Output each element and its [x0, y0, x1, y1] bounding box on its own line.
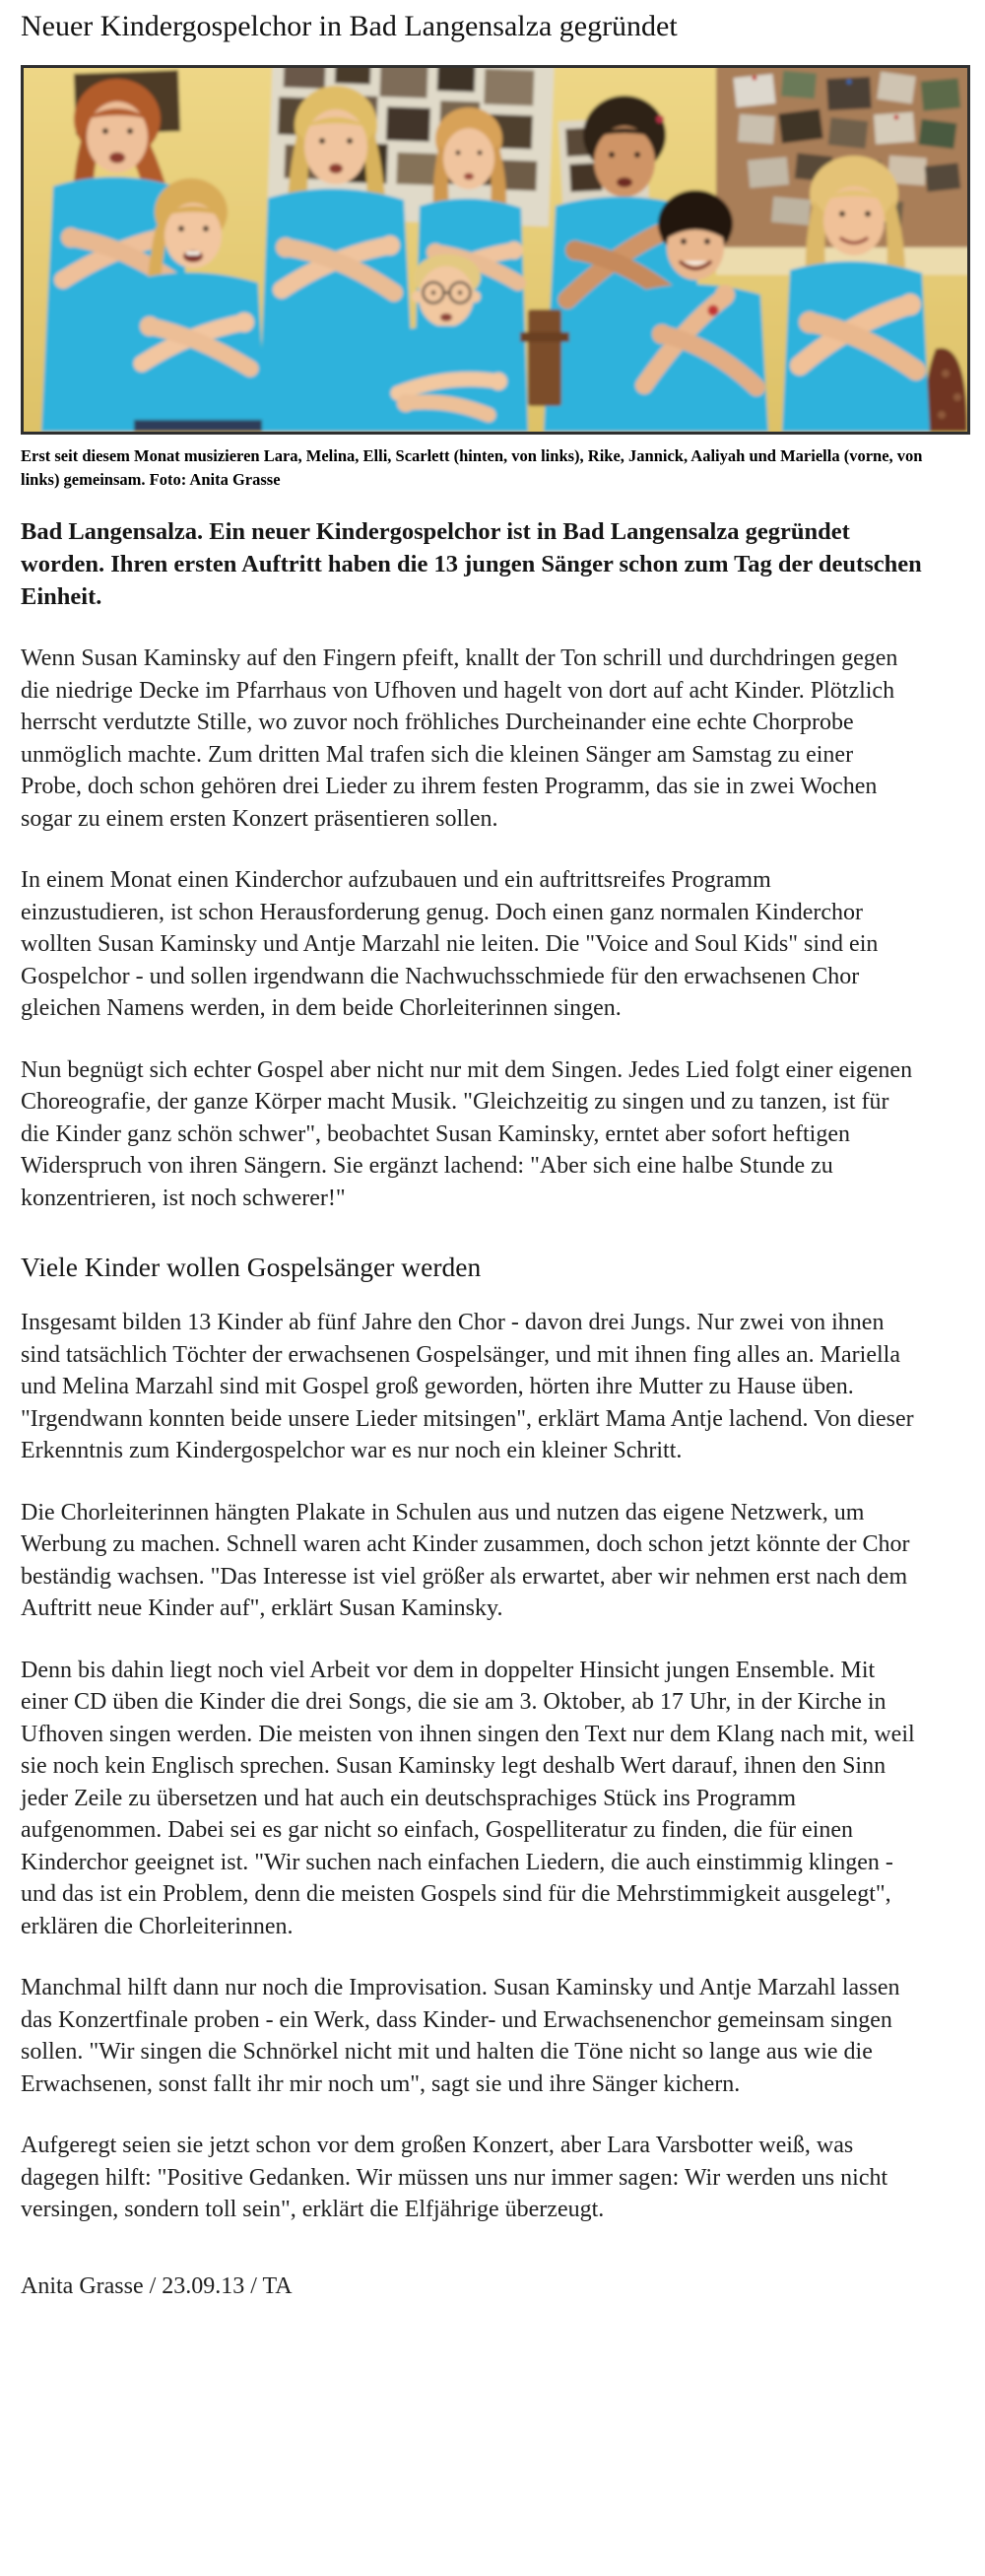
article-paragraph: Manchmal hilft dann nur noch die Improvisation. Susan Kaminsky und Antje Marzahl lassen das Konzertfinale proben - ein Werk, dass Kinder- und Erwachsenenchor gemeinsam singen sollen. "Wir singen die Schnörkel nicht mit und halten die Töne nicht so lange aus wie die Erwachsenen, sonst fallt ihr mir noch um", sagt sie und ihre Sänger kichern.	[21, 1975, 900, 2097]
article-byline: Anita Grasse / 23.09.13 / TA	[21, 2272, 293, 2299]
article-lead: Bad Langensalza. Ein neuer Kindergospelchor ist in Bad Langensalza gegründet worden. Ihren ersten Auftritt haben die 13 jungen Sänger schon zum Tag der deutschen Einheit.	[21, 518, 922, 610]
article-paragraph: Denn bis dahin liegt noch viel Arbeit vor dem in doppelter Hinsicht jungen Ensemble. Mit einer CD üben die Kinder die drei Songs, die sie am 3. Oktober, ab 17 Uhr, in der Kirche in Ufhoven singen werden. Die meisten von ihnen singen den Text nur dem Klang nach mit, weil sie noch kein Englisch sprechen. Susan Kaminsky legt deshalb Wert darauf, ihnen den Sinn jeder Zeile zu übersetzen und hat auch ein deutschsprachiges Stück ins Programm aufgenommen. Dabei sei es gar nicht so einfach, Gospelliteratur zu finden, die für einen Kinderchor geeignet ist. "Wir suchen nach einfachen Liedern, die auch einstimmig klingen - und das ist ein Problem, denn die meisten Gospels sind für die Mehrstimmigkeit ausgelegt", erklären die Chorleiterinnen.	[21, 1657, 915, 1939]
article-paragraph: In einem Monat einen Kinderchor aufzubauen und ein auftrittsreifes Programm einzustudieren, ist schon Herausforderung genug. Doch einen ganz normalen Kinderchor wollten Susan Kaminsky und Antje Marzahl nie leiten. Die "Voice and Soul Kids" sind ein Gospelchor - und sollen irgendwann die Nachwuchsschmiede für den erwachsenen Chor gleichen Namens werden, in dem beide Chorleiterinnen singen.	[21, 867, 879, 1021]
article-subheading: Viele Kinder wollen Gospelsänger werden	[21, 1252, 482, 1282]
article-paragraph: Nun begnügt sich echter Gospel aber nicht nur mit dem Singen. Jedes Lied folgt einer eigenen Choreografie, der ganze Körper macht Musik. "Gleichzeitig zu singen und zu tanzen, ist für die Kinder ganz schön schwer", beobachtet Susan Kaminsky, erntet aber sofort heftigen Widerspruch von ihren Sängern. Sie ergänzt lachend: "Aber sich eine halbe Stunde zu konzentrieren, ist noch schwerer!"	[21, 1056, 913, 1211]
article-paragraph: Aufgeregt seien sie jetzt schon vor dem großen Konzert, aber Lara Varsbotter weiß, was dagegen hilft: "Positive Gedanken. Wir müssen uns nur immer sagen: Wir werden uns nicht versingen, sondern toll sein", erklärt die Elfjährige überzeugt.	[21, 2133, 888, 2222]
article-paragraph: Insgesamt bilden 13 Kinder ab fünf Jahre den Chor - davon drei Jungs. Nur zwei von ihnen sind tatsächlich Töchter der erwachsenen Gospelsänger, und mit ihnen fing alles an. Mariella und Melina Marzahl sind mit Gospel groß geworden, hörten ihre Mutter zu Hause üben. "Irgendwann konnten beide unsere Lieder mitsingen", erklärt Mama Antje lachend. Von dieser Erkenntnis zum Kindergospelchor war es nur noch ein kleiner Schritt.	[21, 1310, 914, 1463]
choir-photo-illustration	[24, 68, 967, 432]
photo-caption: Erst seit diesem Monat musizieren Lara, Melina, Elli, Scarlett (hinten, von links), Rike, Jannick, Aaliyah und Mariella (vorne, von links) gemeinsam. Foto: Anita Grasse	[21, 446, 923, 489]
article-paragraph: Wenn Susan Kaminsky auf den Fingern pfeift, knallt der Ton schrill und durchdringen gegen die niedrige Decke im Pfarrhaus von Ufhoven und hagelt von dort auf acht Kinder. Plötzlich herrscht verdutzte Stille, wo zuvor noch fröhliches Durcheinander eine echte Chorprobe unmöglich machte. Zum dritten Mal trafen sich die kleinen Sänger am Samstag zu einer Probe, doch schon gehören drei Lieder zu ihrem festen Programm, das sie in zwei Wochen sogar zu einem ersten Konzert präsentieren sollen.	[21, 645, 898, 832]
article-title: Neuer Kindergospelchor in Bad Langensalza gegründet	[21, 10, 678, 42]
article-paragraph: Die Chorleiterinnen hängten Plakate in Schulen aus und nutzen das eigene Netzwerk, um Werbung zu machen. Schnell waren acht Kinder zusammen, doch schon jetzt könnte der Chor beständig wachsen. "Das Interesse ist viel größer als erwartet, aber wir nehmen erst nach dem Auftritt neue Kinder auf", erklärt Susan Kaminsky.	[21, 1499, 910, 1621]
article-photo	[21, 65, 970, 435]
